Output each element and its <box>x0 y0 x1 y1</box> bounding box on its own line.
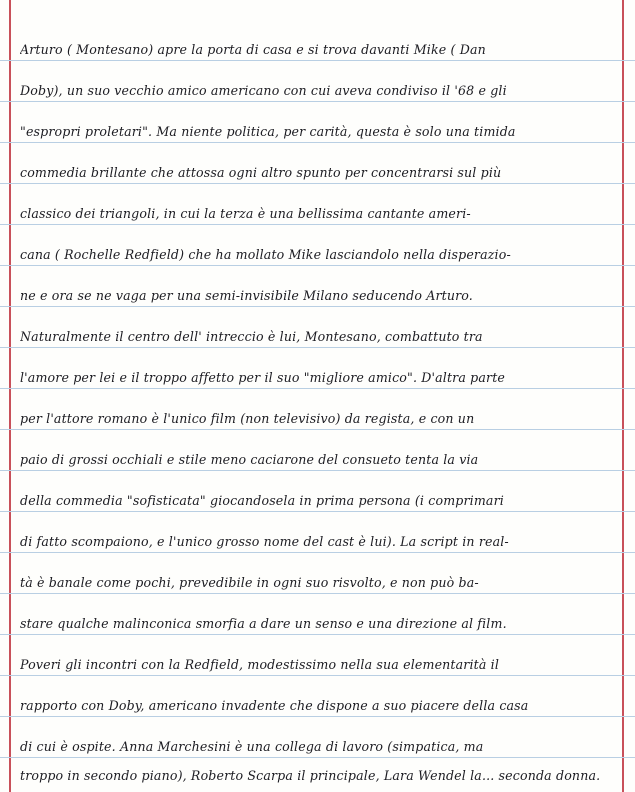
handwritten-line-1: Arturo ( Montesano) apre la porta di casa e si trova davanti Mike ( Dan <box>20 42 486 57</box>
handwritten-line-8: Naturalmente il centro dell' intreccio è lui, Montesano, combattuto tra <box>20 329 483 344</box>
handwritten-line-10: per l'attore romano è l'unico film (non televisivo) da regista, e con un <box>20 411 475 426</box>
handwritten-line-17: rapporto con Doby, americano invadente che dispone a suo piacere della casa <box>20 698 529 713</box>
left-margin-line <box>9 0 11 792</box>
handwritten-line-14: tà è banale come pochi, prevedibile in ogni suo risvolto, e non può ba- <box>20 575 479 590</box>
handwritten-line-9: l'amore per lei e il troppo affetto per il suo "migliore amico". D'altra parte <box>20 370 506 385</box>
handwritten-line-5: classico dei triangoli, in cui la terza è una bellissima cantante ameri- <box>20 206 471 221</box>
handwritten-line-2: Doby), un suo vecchio amico americano con cui aveva condiviso il '68 e gli <box>20 83 507 98</box>
handwritten-line-11: paio di grossi occhiali e stile meno caciarone del consueto tenta la via <box>20 452 479 467</box>
handwritten-line-4: commedia brillante che attossa ogni altro spunto per concentrarsi sul più <box>20 165 502 180</box>
handwritten-line-15: stare qualche malinconica smorfia a dare un senso e una direzione al film. <box>20 616 507 631</box>
handwritten-line-3: "espropri proletari". Ma niente politica, per carità, questa è solo una timida <box>20 124 516 139</box>
handwritten-line-19: troppo in secondo piano), Roberto Scarpa il principale, Lara Wendel la... seconda donna. <box>20 768 601 783</box>
handwritten-line-18: di cui è ospite. Anna Marchesini è una collega di lavoro (simpatica, ma <box>20 739 484 754</box>
handwritten-line-12: della commedia "sofisticata" giocandosela in prima persona (i comprimari <box>20 493 504 508</box>
handwritten-line-13: di fatto scompaiono, e l'unico grosso nome del cast è lui). La script in real- <box>20 534 509 549</box>
right-margin-line <box>622 0 624 792</box>
handwritten-line-16: Poveri gli incontri con la Redfield, modestissimo nella sua elementarità il <box>20 657 500 672</box>
handwritten-line-6: cana ( Rochelle Redfield) che ha mollato Mike lasciandolo nella disperazio- <box>20 247 511 262</box>
handwritten-line-7: ne e ora se ne vaga per una semi-invisibile Milano seducendo Arturo. <box>20 288 473 303</box>
